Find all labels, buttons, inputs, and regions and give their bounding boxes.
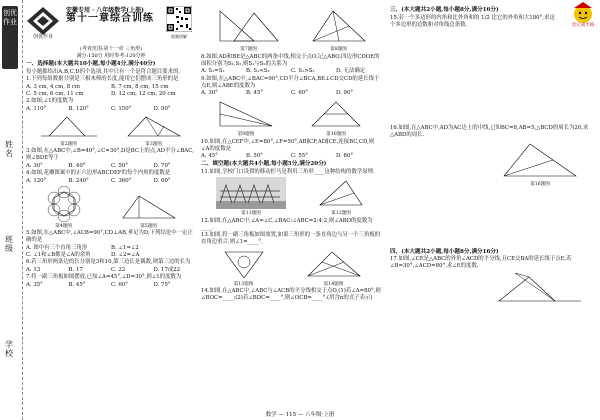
figure-caption: 第9题图 bbox=[237, 132, 255, 137]
figure-17-triangle-icon bbox=[495, 271, 585, 305]
question-10-options bbox=[201, 153, 381, 160]
answer-space[interactable] bbox=[390, 188, 595, 248]
figure-11-barrier-photo-icon bbox=[216, 177, 286, 209]
figures-13-14 bbox=[201, 247, 381, 288]
option[interactable]: C. 50° bbox=[111, 162, 128, 169]
question-2: 2.如图,∠1的度数为 bbox=[26, 98, 74, 104]
question-7: 7.将一副三角板如图摆放,已知∠A=45°,∠D=30°,则∠1的度数为 bbox=[26, 274, 182, 280]
figure-16-triangle-icon bbox=[500, 140, 580, 180]
figure-8-medians-icon bbox=[309, 7, 369, 45]
option[interactable]: D. ∠2=∠A bbox=[111, 251, 140, 258]
exam-score: 满分:150分 用时参考:120分钟 bbox=[76, 53, 146, 59]
exam-scope: (考查范围:第十一章 三角形) bbox=[79, 46, 143, 52]
question-4: 4.如图,花瓣图案中的正六边形ABCDEF的每个内角的度数是 bbox=[26, 170, 171, 176]
option[interactable]: A. S₁=S₂ bbox=[201, 68, 225, 74]
question-15: 15.若一个多边形的内角和比外角和的 1/2 比它的外角和大180°,求这个多边形的边数和对角线总条数. bbox=[390, 14, 555, 28]
option[interactable]: C. 60° bbox=[291, 90, 308, 96]
section-2-title: 二、填空题(本大题共4小题,每小题5分,满分20分) bbox=[201, 161, 327, 167]
option[interactable]: C. S₁>S₂ bbox=[291, 68, 315, 74]
option[interactable]: D. 80° bbox=[336, 153, 354, 159]
figure-7-set-squares-icon bbox=[214, 7, 284, 45]
option[interactable]: B. 45° bbox=[246, 90, 263, 96]
question-4-options bbox=[26, 178, 196, 185]
section-3-title: 三、(本大题共2小题,每小题8分,满分16分) bbox=[390, 7, 499, 13]
figure-caption: 第12题图 bbox=[331, 211, 351, 216]
figure-2-triangle-icon bbox=[39, 114, 99, 140]
column-2 bbox=[201, 6, 381, 303]
brand-tab: 创优作业 bbox=[2, 6, 18, 69]
question-3: 3.如图,在△ABC中,∠B=40°,∠C=30°,D是BC上的点,AD平分∠BAC,则∠BDE等于 bbox=[26, 148, 194, 161]
question-5-options bbox=[26, 245, 196, 259]
figures-2-3 bbox=[26, 113, 196, 148]
question-6: 6.若三角形两条边的长分别是3和10,第三边长是偶数,则第三边的长为 bbox=[26, 259, 191, 265]
figures-11-12 bbox=[201, 176, 381, 217]
figures-9-10 bbox=[201, 97, 381, 138]
figure-caption: 第13题图 bbox=[233, 281, 254, 287]
chapter-title: 第十一章综合训练 bbox=[66, 13, 154, 24]
option[interactable]: C. 5 cm, 6 cm, 11 cm bbox=[26, 90, 84, 97]
option[interactable]: D. 无法确定 bbox=[336, 68, 366, 74]
series-title: 安徽专用 · 八年级数学(上册) bbox=[66, 7, 144, 14]
option[interactable]: B. 240° bbox=[68, 177, 89, 184]
question-8: 8.如图,AD和BE是△ABC的两条中线,相交于点O,记△ABO,四边形CDOE的面积分别为S₁,S₂,则S₁与S₂的关系为 bbox=[201, 53, 380, 67]
figure-3-triangle-icon bbox=[124, 114, 184, 140]
option[interactable]: A. 30° bbox=[201, 90, 218, 96]
answer-space[interactable] bbox=[390, 29, 595, 124]
figure-10-triangle-icon bbox=[306, 98, 366, 130]
figure-9-triangle-icon bbox=[216, 98, 276, 130]
option[interactable]: D. 75° bbox=[153, 281, 171, 288]
figure-caption: 第7题图 bbox=[240, 47, 257, 52]
qr-code-icon bbox=[166, 6, 192, 32]
question-16: 16.如图,在△ABC中,AD为AC边上的中线,已知BC=8,AB=5,△BCD的周长为20,求△ABD的周长. bbox=[390, 124, 589, 138]
question-12: 12.如图,在△ABC中,∠A=∠C,∠BAC:∠ABC=2:4:2,则∠ABD的度数为____. bbox=[201, 217, 373, 231]
option[interactable]: A. 45° bbox=[201, 153, 218, 159]
option[interactable]: A. 图中有三个直角三角形 bbox=[26, 244, 88, 251]
option[interactable]: A. 110° bbox=[26, 105, 47, 112]
school-label: 学校 bbox=[5, 340, 13, 358]
figures-7-8 bbox=[201, 6, 381, 53]
question-9: 9.如图,在△ABC中,∠BAC=90°,CD平分∠BCA,BE⊥CD交CD的延长线于点E,则∠ABE的度数为 bbox=[201, 75, 380, 89]
mascot-logo-icon bbox=[568, 2, 598, 24]
header bbox=[26, 6, 196, 46]
option[interactable]: A. 3 cm, 4 cm, 8 cm bbox=[26, 83, 80, 90]
brand-logo-icon bbox=[26, 6, 60, 36]
section-1-desc: 每小题都给出A,B,C,D四个选项,其中只有一个是符合题目要求的. bbox=[26, 68, 181, 75]
column-3 bbox=[390, 6, 595, 306]
option[interactable]: B. 7 cm, 8 cm, 15 cm bbox=[111, 83, 169, 90]
option[interactable]: D. 90° bbox=[153, 105, 171, 112]
question-14: 14.如图,在△ABC中,∠ABC与∠ACB的平分线相交于点O,(1)若∠A=80°,则∠BOC=____;(2)若∠BDC=____°,则∠OCB=____°.(用含n的式子表示) bbox=[201, 288, 381, 301]
option[interactable]: D. 17或22 bbox=[153, 266, 181, 273]
page-footer: 数学 — 115 — 八年级·上册 bbox=[265, 412, 335, 418]
mascot-logo-text: 状元成才路 bbox=[571, 23, 595, 28]
qr-caption: 视频讲解 bbox=[171, 34, 187, 39]
section-1-title: 一、选择题(本大题共10小题,每小题4分,满分40分) bbox=[26, 61, 156, 67]
question-7-options bbox=[26, 282, 196, 289]
question-13: 13.如图,将一副三角板如图放置,如果三角形的一条直角边与另一个三角板的直角边重合,则∠1=____°. bbox=[201, 232, 381, 245]
question-3-options bbox=[26, 163, 196, 170]
option[interactable]: D. 12 cm, 12 cm, 20 cm bbox=[111, 90, 176, 97]
figure-13-set-squares-icon bbox=[219, 248, 269, 280]
figure-caption: 第3题图 bbox=[145, 141, 162, 147]
figure-caption: 第14题图 bbox=[323, 281, 344, 287]
option[interactable]: B. 50° bbox=[246, 153, 263, 159]
option[interactable]: B. 40° bbox=[68, 162, 86, 169]
figure-caption: 第5题图 bbox=[140, 223, 157, 229]
question-9-options bbox=[201, 90, 381, 97]
column-1 bbox=[26, 6, 196, 289]
question-5: 5.如图,在△ABC中,∠ACB=90°,CD⊥AB,垂足为D,下列结论中一定正确的是 bbox=[26, 230, 193, 243]
option[interactable]: B. ∠1=∠2 bbox=[111, 244, 139, 251]
option[interactable]: C. 55° bbox=[291, 153, 308, 159]
question-17: 17.如图,∠CE是△ABC的外角∠ACD的平分线,且CE交BA的延长线于点E,若∠B=30°,∠ACD=80°,求∠E的度数. bbox=[390, 256, 572, 269]
section-4-title: 四、(本大题共2小题,每小题8分,满分16分) bbox=[390, 248, 499, 255]
option[interactable]: C. 150° bbox=[111, 105, 132, 112]
question-1: 1.下列每组数据分别是三根木棒的长度,能用它们摆成三角形的是 bbox=[26, 76, 179, 82]
figure-12-triangle-icon bbox=[316, 177, 366, 209]
name-label: 姓名 bbox=[5, 140, 13, 158]
option[interactable]: A. 30° bbox=[26, 162, 43, 169]
figure-caption: 第2题图 bbox=[60, 141, 77, 147]
option[interactable]: C. 22 bbox=[111, 266, 126, 273]
question-11: 11.如图,学校门口设置的移动拒马是利用三角形____这种结构的数学原理. bbox=[201, 168, 375, 175]
question-10: 10.如图,在△CEF中,∠E=80°,∠F=50°,AB∥CF,AD∥CE,连接BC,CD,则∠A的度数是 bbox=[201, 138, 375, 152]
figure-caption: 第8题图 bbox=[330, 47, 347, 52]
option[interactable]: D. 70° bbox=[153, 162, 171, 169]
question-1-options bbox=[26, 84, 196, 98]
figure-caption: 第11题图 bbox=[241, 211, 261, 216]
logo-text: 创优作业 bbox=[32, 34, 53, 40]
figure-caption: 第16题图 bbox=[530, 181, 550, 187]
option[interactable]: B. 45° bbox=[68, 281, 86, 288]
option[interactable]: C. ∠1和∠B都是∠A的余角 bbox=[26, 251, 91, 258]
option[interactable]: D. 90° bbox=[336, 90, 354, 96]
option[interactable]: B. 120° bbox=[68, 105, 89, 112]
option[interactable]: C. 60° bbox=[111, 281, 128, 288]
figure-4-flower-icon bbox=[44, 186, 84, 222]
option[interactable]: A. 13 bbox=[26, 266, 41, 273]
question-6-options bbox=[26, 267, 196, 274]
binding-margin bbox=[0, 0, 23, 420]
option[interactable]: C. 360° bbox=[111, 177, 132, 184]
figure-caption: 第10题图 bbox=[326, 132, 346, 137]
option[interactable]: A. 35° bbox=[26, 281, 43, 288]
figure-5-right-triangle-icon bbox=[119, 192, 179, 222]
class-label: 班级 bbox=[5, 235, 13, 253]
option[interactable]: B. S₁<S₂ bbox=[246, 68, 270, 74]
question-2-options bbox=[26, 106, 196, 113]
option[interactable]: A. 120° bbox=[26, 177, 47, 184]
figure-14-bisectors-icon bbox=[304, 248, 364, 280]
option[interactable]: D. 60° bbox=[153, 177, 171, 184]
figure-caption: 第4题图 bbox=[55, 223, 72, 229]
question-8-options bbox=[201, 68, 381, 75]
option[interactable]: B. 17 bbox=[68, 266, 83, 273]
figures-4-5 bbox=[26, 185, 196, 230]
